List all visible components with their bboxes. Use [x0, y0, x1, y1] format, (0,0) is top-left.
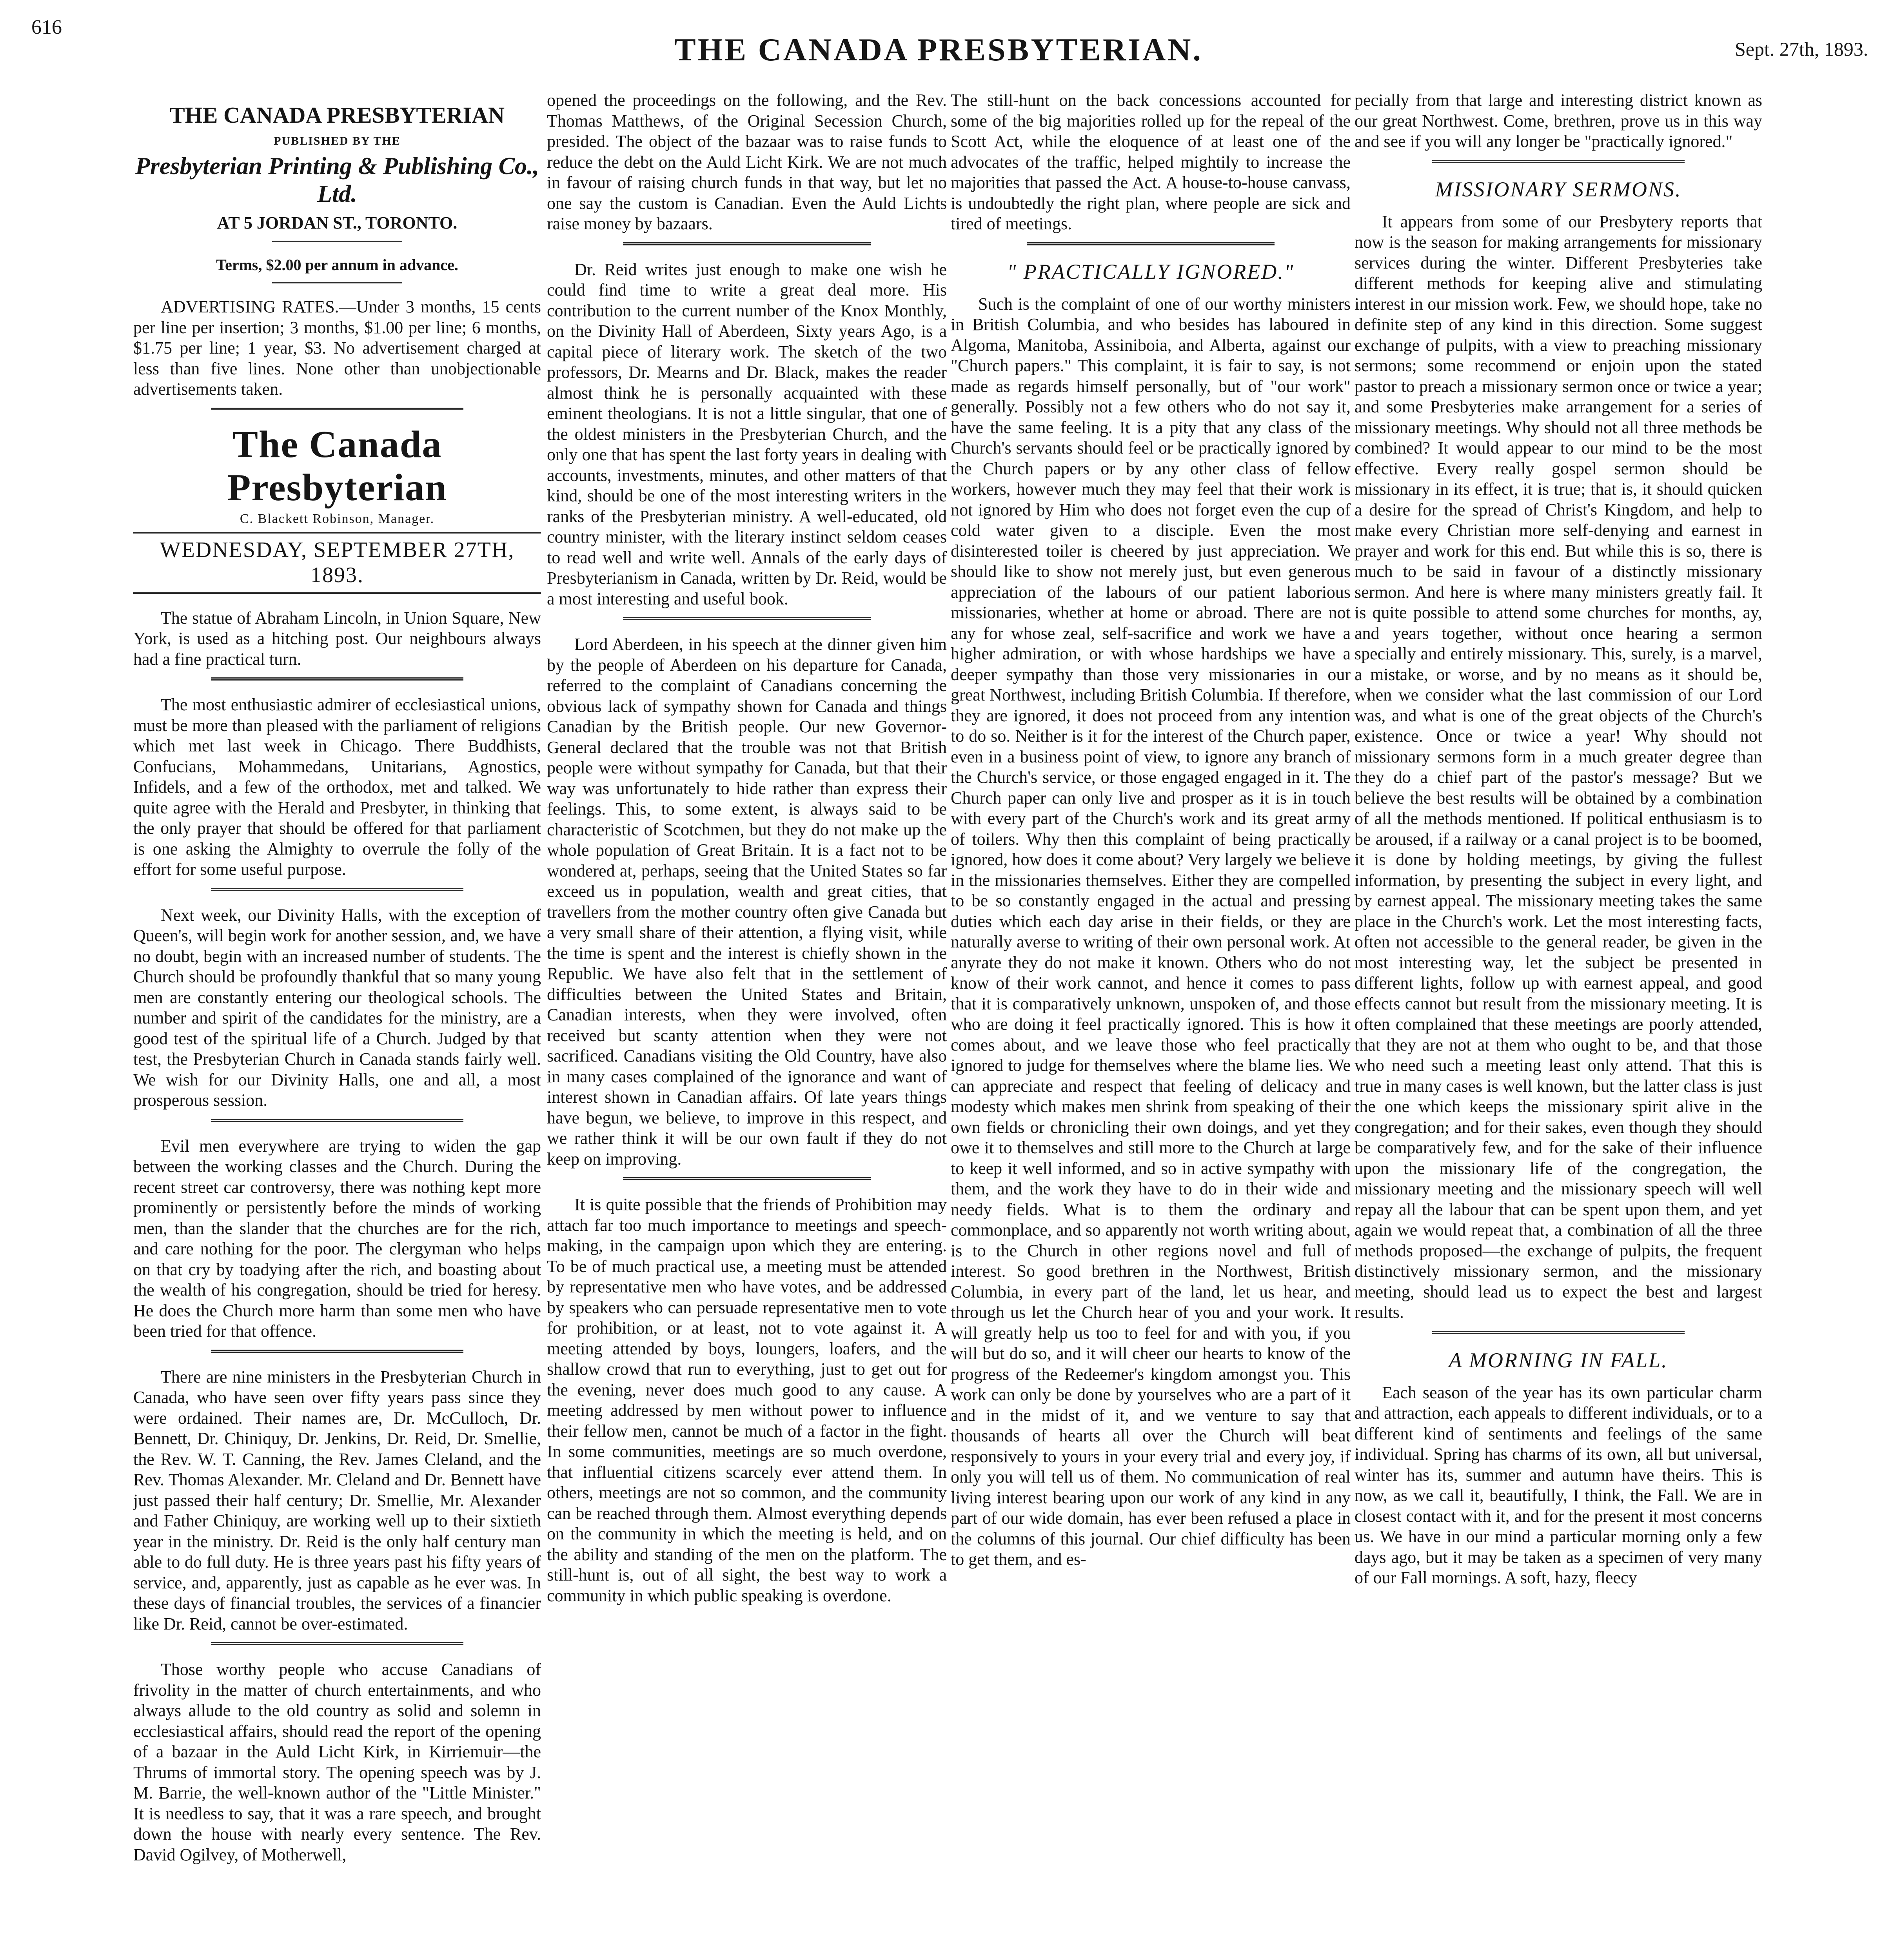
masthead-manager: C. Blackett Robinson, Manager.	[240, 511, 435, 526]
column-2	[547, 90, 947, 1960]
divider	[211, 677, 464, 681]
issue-dateline: WEDNESDAY, SEPTEMBER 27TH, 1893.	[133, 532, 541, 594]
paragraph: There are nine ministers in the Presbyterian Church in Canada, who have seen over fifty years pass since they were ordained. Their names are, Dr. McCulloch, Dr. Bennett, Dr. Chiniquy, Dr. Jenkins, Dr. Reid, Dr. Smellie, the Rev. W. T. Canning, the Rev. James Cleland, and the Rev. Thomas Alexander. Mr. Cleland and Dr. Bennett have just passed their half century; Dr. Smellie, Mr. Alexander and Father Chiniquy, are working well up to their sixtieth year in the ministry. Dr. Reid is the only half century man able to do full duty. He is three years past his fifty years of service, and, apparently, just as capable as he ever was. In these days of financial troubles, the services of a financier like Dr. Reid, cannot be over-estimated.	[133, 1367, 541, 1633]
column-1	[133, 90, 541, 1960]
running-date: Sept. 27th, 1893.	[1735, 38, 1868, 60]
section-heading: " PRACTICALLY IGNORED."	[1007, 260, 1295, 283]
paragraph: Evil men everywhere are trying to widen the gap between the working classes and the Church. During the recent street car controversy, there was nothing kept more prominently or persistently before the minds of working men, than the slander that the churches are for the rich, and care nothing for the poor. The clergyman who helps on that cry by toadying after the rich, and boasting about the wealth of his congregation, should be tried for heresy. He does the Church more harm than some men who have been tried for that offence.	[133, 1136, 541, 1341]
divider	[211, 1642, 464, 1646]
section-heading: MISSIONARY SERMONS.	[1435, 177, 1682, 201]
paragraph: The still-hunt on the back concessions accounted for some of the big majorities rolled up for the repeal of the Scott Act, while the eloquence of at least one of the advocates of the traffic, helped mightily to increase the majorities that passed the Act. A house-to-house canvass, is undoubtedly the right plan, where people are sick and tired of meetings.	[951, 91, 1351, 233]
paragraph: Each season of the year has its own particular charm and attraction, each appeals to different individuals, or to a different kind of sentiments and feelings of the same individual. Spring has charms of its own, all but universal, winter has its, summer and autumn have theirs. This is now, as we call it, beautifully, I think, the Fall. We are in closest contact with it, and for the present it most concerns us. We have in our mind a particular morning only a few days ago, but it may be taken as a specimen of very many of our Fall mornings. A soft, hazy, fleecy	[1355, 1383, 1762, 1587]
divider	[272, 241, 403, 242]
divider	[623, 617, 871, 621]
divider	[1027, 242, 1275, 246]
column-3	[951, 90, 1351, 1960]
divider	[211, 888, 464, 892]
divider	[623, 1177, 871, 1181]
section-heading: A MORNING IN FALL.	[1449, 1348, 1668, 1372]
paragraph: pecially from that large and interesting district known as our great Northwest. Come, brethren, prove us in this way and see if you will any longer be "practically ignored."	[1355, 91, 1762, 151]
paragraph: Lord Aberdeen, in his speech at the dinner given him by the people of Aberdeen on his departure for Canada, referred to the complaint of Canadians concerning the obvious lack of sympathy shown for Canada and things Canadian by the British people. Our new Governor-General declared that the trouble was not that British people were without sympathy for Canada, but that their way was unfortunately to hide rather than express their feelings. This, to some extent, is always said to be characteristic of Scotchmen, but they do not make up the whole population of Great Britain. It is a fact not to be wondered at, perhaps, seeing that the United States so far exceed us in population, wealth and great cities, that travellers from the mother country often give Canada but a very small share of their attention, a flying visit, while the time is spent and the interest is chiefly shown in the Republic. We have also felt that in the settlement of difficulties between the United States and Britain, Canadian interests, when they were involved, often received but scanty attention when they were not sacrificed. Canadians visiting the Old Country, have also in many cases complained of the ignorance and want of interest shown in Canadian affairs. Of late years things have begun, we believe, to improve in this respect, and we rather think it will be our own fault if they do not keep on improving.	[547, 635, 947, 1169]
page-number: 616	[31, 16, 62, 38]
running-head	[0, 0, 1892, 67]
divider	[211, 1350, 464, 1354]
masthead-title: The Canada Presbyterian	[227, 423, 447, 509]
paragraph: opened the proceedings on the following, and the Rev. Thomas Matthews, of the Original Secession Church, presided. The object of the bazaar was to raise funds to reduce the debt on the Auld Licht Kirk. We are not much in favour of raising church funds in that way, but let no one say the custom is Canadian. Even the Auld Lichts raise money by bazaars.	[547, 91, 947, 233]
masthead	[133, 102, 541, 594]
column-4	[1355, 90, 1762, 1960]
masthead-company: Presbyterian Printing & Publishing Co., Ltd.	[135, 153, 539, 207]
paragraph: It is quite possible that the friends of Prohibition may attach far too much importance to meetings and speech-making, in the campaign upon which they are entering. To be of much practical use, a meeting must be attended by representative men who have votes, and be addressed by speakers who can persuade representative men to vote for prohibition, or at least, not to vote against it. A meeting attended by boys, loungers, loafers, and the shallow crowd that run to everything, just to get out for the evening, never does much good to any cause. A meeting addressed by men without power to influence their fellow men, cannot be much of a factor in the fight. In some communities, meetings are so much overdone, that influential citizens scarcely ever attend them. In others, meetings are not so common, and the community can be reached through them. Almost everything depends on the community in which the meeting is held, and on the ability and standing of the men on the platform. The still-hunt is, out of all sight, the best way to work a community in which public speaking is overdone.	[547, 1195, 947, 1605]
masthead-name: THE CANADA PRESBYTERIAN	[169, 102, 505, 128]
masthead-published-by: PUBLISHED BY THE	[274, 134, 401, 147]
running-title: THE CANADA PRESBYTERIAN.	[674, 32, 1203, 67]
masthead-address: AT 5 JORDAN ST., TORONTO.	[217, 213, 458, 232]
divider	[272, 282, 403, 283]
paragraph: It appears from some of our Presbytery reports that now is the season for making arrangements for missionary services during the winter. Different Presbyteries take different methods for keeping alive and stimulating interest in our mission work. Few, we should hope, take no definite step of any kind in this direction. Some suggest exchange of pulpits, with a view to preaching missionary sermons; some recommend or enjoin upon the stated pastor to preach a missionary sermon once or twice a year; and some Presbyteries make arrangement for a series of missionary meetings. Why should not all three methods be combined? It would appear to our mind to be the most effective. Every really gospel sermon should be missionary in its effect, it is true; that is, it should quicken a desire for the spread of Christ's Kingdom, and help to make every Christian more self-denying and earnest in prayer and work for this end. But while this is so, there is much to be said in favour of a distinctly missionary sermon. And here is where many ministers greatly fail. It is quite possible to attend some churches for months, ay, and years together, without once hearing a sermon specially and entirely missionary. This, surely, is a marvel, a mistake, or worse, and by no means as it should be, when we consider what the last commission of our Lord was, and what is one of the great objects of the Church's existence. Once or twice a year! Why should not missionary sermons form in a much greater degree than they do a chief part of the pastor's message? But we believe the best results will be obtained by a combination of all the methods mentioned. If political enthusiasm is to be aroused, if a railway or a canal project is to be boomed, it is done by holding meetings, by giving the fullest information, by presenting the subject in every light, and by earnest appeal. The missionary meeting takes the same place in the Church's work. Let the most interesting facts, often not accessible to the general reader, be given in the most interesting way, let the subject be presented in different lights, follow up with earnest appeal, and good effects cannot but result from the missionary meeting. It is often complained that these meetings are poorly attended, that they are not at them who ought to be, and that those who need such a meeting least only attend. That this is true in many cases is well known, but the latter class is just the one which keeps the missionary spirit alive in the congregation; and for their sakes, even though they should be comparatively few, and for the sake of their influence upon the missionary life of the congregation, the missionary meeting and the missionary speech will well repay all the labour that can be spent upon them, and yet again we would repeat that, a combination of all the three methods proposed—the exchange of pulpits, the frequent distinctively missionary sermon, and the missionary meeting, should lead us to expect the best and largest results.	[1355, 212, 1762, 1322]
masthead-terms: Terms, $2.00 per annum in advance.	[216, 256, 458, 274]
paragraph: The statue of Abraham Lincoln, in Union Square, New York, is used as a hitching post. Our neighbours always had a fine practical turn.	[133, 608, 541, 669]
paragraph: Those worthy people who accuse Canadians of frivolity in the matter of church entertainments, and who always allude to the old country as solid and solemn in ecclesiastical affairs, should read the report of the opening of a bazaar in the Auld Licht Kirk, in Kirriemuir—the Thrums of immortal story. The opening speech was by J. M. Barrie, the well-known author of the "Little Minister." It is needless to say, that it was a rare speech, and brought down the house with nearly every sentence. The Rev. David Ogilvey, of Motherwell,	[133, 1660, 541, 1864]
divider	[1432, 160, 1685, 164]
paragraph: Such is the complaint of one of our worthy ministers in British Columbia, and who besides has laboured in Algoma, Manitoba, Assiniboia, and Alberta, against our "Church papers." This complaint, it is fair to say, is not made as regards himself personally, but of "our work" generally. Possibly not a few others who do not say it, have the same feeling. It is a pity that any class of the Church's servants should feel or be practically ignored by the Church papers or by any other class of fellow workers, however much they may feel that their work is not ignored by Him who does not forget even the cup of cold water given to a disciple. Even the most disinterested toiler is cheered by just appreciation. We should like to show not merely just, but even generous appreciation of the labours of our patient laborious missionaries, whether at home or abroad. There are not any for whose zeal, self-sacrifice and work we have a higher admiration, or with whose hardships we have a deeper sympathy than those very missionaries in our great Northwest, including British Columbia. If therefore, they are ignored, it does not proceed from any intention to do so. Neither is it for the interest of the Church paper, even in a business point of view, to ignore any branch of the Church's service, or those engaged engaged in it. The Church paper can only live and prosper as it is in touch with every part of the Church's work and its great army of toilers. Why then this complaint of being practically ignored, how does it come about? Very largely we believe in the missionaries themselves. Either they are compelled to be so constantly engaged in the actual and pressing duties which each day arise in their fields, or they are naturally averse to writing of their own personal work. At anyrate they do not make it known. Others who do not know of their work cannot, and hence it comes to pass that it is comparatively unknown, unspoken of, and those who are doing it feel practically ignored. This is how it comes about, and we leave those who feel practically ignored to judge for themselves where the blame lies. We can appreciate and respect that feeling of delicacy and modesty which makes men shrink from speaking of their own fields or chronicling their own doings, and yet they owe it to themselves and still more to the Church at large to keep it well informed, and so in active sympathy with them, and the work they have to do in their wide and needy fields. What is to them the ordinary and commonplace, and so apparently not worth writing about, is to the Church in other regions novel and full of interest. So good brethren in the Northwest, British Columbia, in every part of the land, let us hear, and through us let the Church hear of you and your work. It will greatly help us too to feel for and with you, if you will but do so, and it will cheer our hearts to know of the progress of the Redeemer's kingdom amongst you. This work can only be done by yourselves who are a part of it and in the midst of it, and we venture to say that thousands of hearts all over the Church will beat responsively to yours in your every trial and every joy, if only you will tell us of them. No communication of real living interest bearing upon our work of any kind in any part of our wide domain, has ever been refused a place in the columns of this journal. Our chief difficulty has been to get them, and es-	[951, 294, 1351, 1569]
paragraph: Dr. Reid writes just enough to make one wish he could find time to write a great deal more. His contribution to the current number of the Knox Monthly, on the Divinity Hall of Aberdeen, Sixty years Ago, is a capital piece of literary work. The sketch of the two professors, Dr. Mearns and Dr. Black, makes the reader almost think he is personally acquainted with these eminent theologians. It is not a little singular, that one of the oldest ministers in the Presbyterian Church, and the only one that has spent the last forty years in dealing with accounts, investments, minutes, and other matters of that kind, should be one of the most interesting writers in the ranks of the Presbyterian ministry. A well-educated, old country minister, with the literary instinct seldom ceases to read well and write well. Annals of the early days of Presbyterianism in Canada, written by Dr. Reid, would be a most interesting and useful book.	[547, 260, 947, 608]
divider	[211, 1119, 464, 1123]
divider	[623, 242, 871, 246]
advertising-rates: ADVERTISING RATES.—Under 3 months, 15 cents per line per insertion; 3 months, $1.00 per line; 6 months, $1.75 per line; 1 year, $3. No advertisement charged at less than five lines. None other than unobjectionable advertisements taken.	[133, 297, 541, 399]
paragraph: Next week, our Divinity Halls, with the exception of Queen's, will begin work for another session, and, we have no doubt, begin with an increased number of students. The Church should be profoundly thankful that so many young men are constantly entering our theological schools. The number and spirit of the candidates for the ministry, are a good test of the spiritual life of a Church. Judged by that test, the Presbyterian Church in Canada stands fairly well. We wish for our Divinity Halls, one and all, a most prosperous session.	[133, 905, 541, 1110]
paragraph: The most enthusiastic admirer of ecclesiastical unions, must be more than pleased with the parliament of religions which met last week in Chicago. There Buddhists, Confucians, Mohammedans, Unitarians, Agnostics, Infidels, and a few of the orthodox, met and talked. We quite agree with the Herald and Presbyter, in thinking that the only prayer that should be offered for that parliament is one asking the Almighty to overrule the folly of the effort for some useful purpose.	[133, 695, 541, 879]
divider	[211, 408, 464, 410]
divider	[1432, 1331, 1685, 1335]
